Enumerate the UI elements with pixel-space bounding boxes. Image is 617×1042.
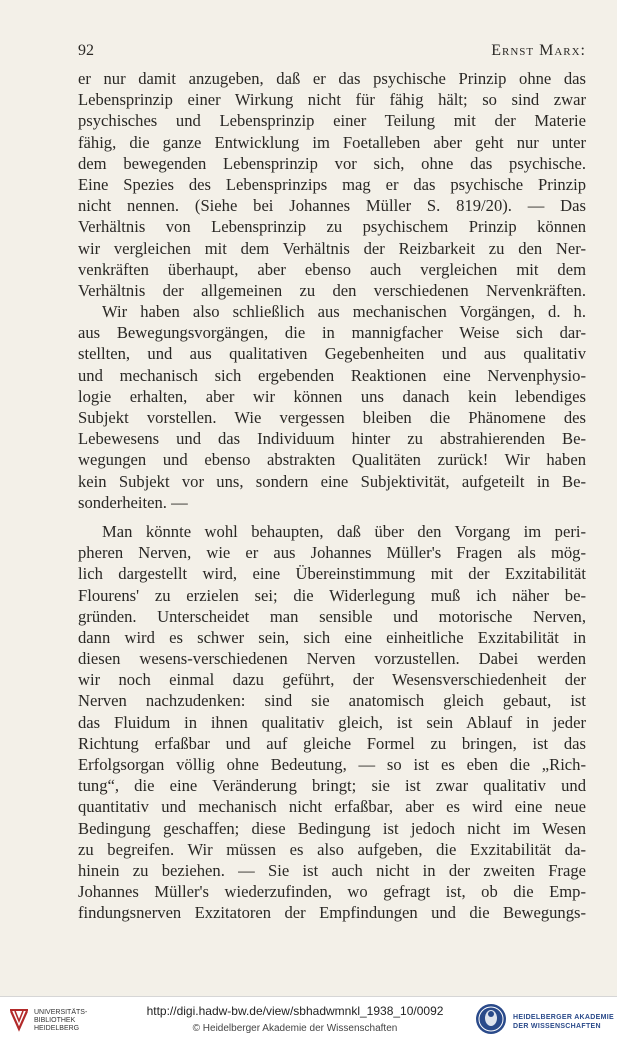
text-line: sonderheiten. — bbox=[78, 492, 188, 512]
text-line: Erfolgsorgan völlig ohne Bedeutung, — so ist es eben die „Rich- bbox=[78, 755, 586, 774]
text-line: kein Subjekt vor uns, sondern eine Subjektivität, aufgeteilt in Be- bbox=[78, 471, 586, 491]
text-line: fähig, die ganze Entwicklung im Foetalleben aber geht nur unter bbox=[78, 132, 586, 152]
text-line: Richtung erfaßbar und auf gleiche Formel zu bringen, ist das bbox=[78, 733, 586, 753]
text-line: Eine Spezies des Lebensprinzips mag er das psychische Prinzip bbox=[78, 174, 586, 194]
library-logo-icon bbox=[8, 1007, 30, 1033]
text-line: logie erhalten, aber wir können uns danach kein lebendiges bbox=[78, 386, 586, 406]
text-line: nicht nennen. (Siehe bei Johannes Müller S. 819/20). — Das bbox=[78, 196, 586, 216]
text-line: das Fluidum in ihnen qualitativ gleich, ist sein Ablauf in jeder bbox=[78, 712, 586, 732]
text-line: und mechanisch sich ergebenden Reaktionen eine Nervenphysio- bbox=[78, 365, 586, 385]
academy-logo[interactable] bbox=[475, 1003, 615, 1037]
text-line: venkräften überhaupt, aber ebenso auch vergleichen mit dem bbox=[78, 259, 586, 279]
copyright-notice: © Heidelberger Akademie der Wissenschaften bbox=[192, 1023, 398, 1034]
viewer-footer bbox=[0, 996, 617, 1042]
academy-seal-icon bbox=[475, 1003, 507, 1035]
page-number: 92 bbox=[78, 42, 94, 59]
text-line: psychisches und Lebensprinzip einer Teilung mit der Materie bbox=[78, 111, 586, 131]
text-line: er nur damit anzugeben, daß er das psychische Prinzip ohne das bbox=[78, 69, 586, 88]
library-name: UNIVERSITÄTS- BIBLIOTHEK HEIDELBERG bbox=[34, 1009, 88, 1032]
text-line: Lebewesens und das Individuum hinter zu abstrahierenden Be- bbox=[78, 429, 586, 449]
paragraph-3 bbox=[78, 521, 586, 924]
text-line: findungsnerven Exzitatoren der Empfindungen und die Bewegungs- bbox=[78, 903, 586, 923]
text-line: dann wird es schwer sein, sich eine einheitliche Exzitabilität in bbox=[78, 627, 586, 647]
text-line: Lebensprinzip einer Wirkung nicht für fähig hält; so sind zwar bbox=[78, 90, 586, 110]
text-line: Man könnte wohl behaupten, daß über den Vorgang im peri- bbox=[102, 521, 586, 541]
running-head-author: Ernst Marx: bbox=[491, 42, 586, 59]
document-url-link[interactable]: http://digi.hadw-bw.de/view/sbhadwmnkl_1938_10/0092 bbox=[146, 1004, 444, 1018]
text-line: aus Bewegungsvorgängen, die in mannigfacher Weise sich dar- bbox=[78, 323, 586, 343]
page-header bbox=[78, 42, 586, 64]
text-line: tung“, die eine Veränderung bringt; sie ist zwar qualitativ und bbox=[78, 776, 586, 796]
text-line: diesen wesens-verschiedenen Nerven vorzustellen. Dabei werden bbox=[78, 649, 586, 669]
text-line: dem bewegenden Lebensprinzip vor sich, ohne das psychische. bbox=[78, 153, 586, 173]
text-line: wir vergleichen mit dem Verhältnis der Reizbarkeit zu den Ner- bbox=[78, 238, 586, 258]
text-line: gründen. Unterscheidet man sensible und motorische Nerven, bbox=[78, 606, 586, 626]
text-line: quantitativ und mechanisch nicht erfaßbar, aber es wird eine neue bbox=[78, 797, 586, 817]
text-line: Verhältnis der allgemeinen zu den verschiedenen Nervenkräften. bbox=[78, 280, 586, 300]
paragraph-2 bbox=[78, 301, 586, 513]
text-line: hinein zu beziehen. — Sie ist auch nicht in der zweiten Frage bbox=[78, 860, 586, 880]
text-line: zu begreifen. Wir müssen es also aufgeben, die Exzitabilität da- bbox=[78, 839, 586, 859]
text-line: pheren Nerven, wie er aus Johannes Müller's Fragen als mög- bbox=[78, 543, 586, 563]
academy-name: HEIDELBERGER AKADEMIE DER WISSENSCHAFTEN bbox=[513, 1014, 614, 1030]
text-line: stellten, und aus qualitativen Gegebenheiten und aus qualitativ bbox=[78, 344, 586, 364]
text-line: lich dargestellt wird, eine Übereinstimmung mit der Exzitabilität bbox=[78, 564, 586, 584]
text-line: Nerven nachzudenken: sind sie anatomisch gleich gebaut, ist bbox=[78, 691, 586, 711]
text-line: Johannes Müller's wiederzufinden, wo gefragt ist, ob die Emp- bbox=[78, 882, 586, 902]
text-line: Bedingung geschaffen; diese Bedingung ist jedoch nicht im Wesen bbox=[78, 818, 586, 838]
text-line: wegungen und ebenso abstrakten Qualitäten zurück! Wir haben bbox=[78, 450, 586, 470]
text-line: Flourens' zu erzielen sei; die Widerlegung muß ich näher be- bbox=[78, 585, 586, 605]
text-line: Verhältnis von Lebensprinzip zu psychischem Prinzip können bbox=[78, 217, 586, 237]
library-logo[interactable] bbox=[8, 1005, 108, 1035]
text-line: wir noch einmal dazu geführt, der Wesensverschiedenheit der bbox=[78, 670, 586, 690]
text-line: Subjekt vorstellen. Wie vergessen bleiben die Phänomene des bbox=[78, 408, 586, 427]
paragraph-1 bbox=[78, 68, 586, 301]
page-body bbox=[78, 68, 586, 924]
text-line: Wir haben also schließlich aus mechanischen Vorgängen, d. h. bbox=[102, 302, 586, 322]
